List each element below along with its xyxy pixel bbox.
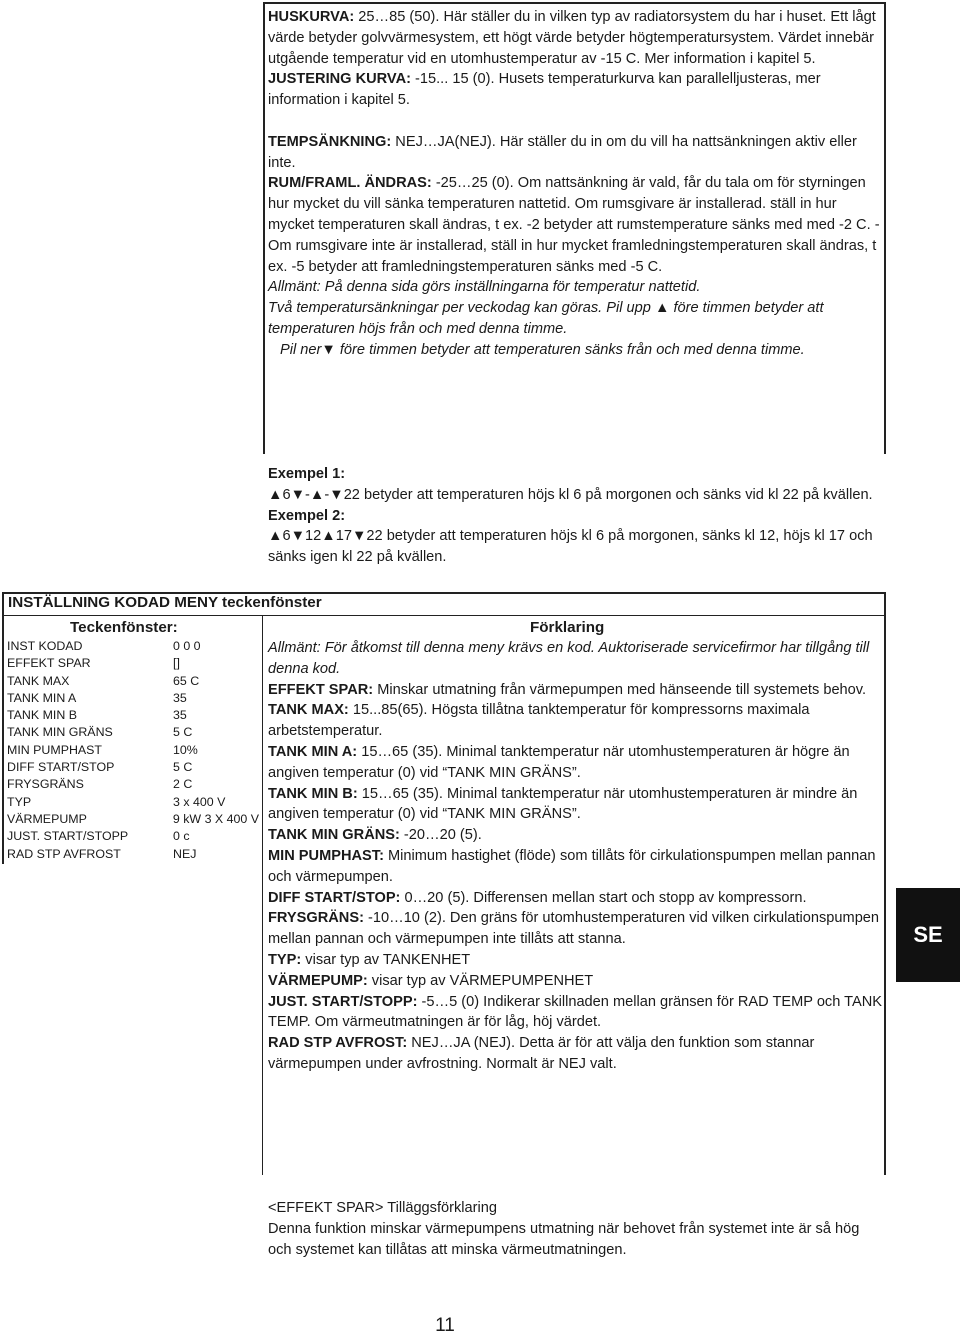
text-run: före timmen betyder att temperaturen höjs från och med denna timme. xyxy=(268,300,824,337)
text-run: Pil ner xyxy=(280,341,322,358)
code-value: 35 xyxy=(173,690,187,705)
display-code-row xyxy=(7,846,259,863)
arrow-down-icon: ▼ xyxy=(351,528,367,545)
text-run: 15...85(65). Högsta tillåtna tanktemperatur för kompressorns maximala arbetstemperatur. xyxy=(268,702,810,740)
code-name: JUST. START/STOPP xyxy=(7,829,129,844)
upper-box-top-border xyxy=(263,2,886,4)
code-value: 35 xyxy=(173,708,187,723)
term-label: HUSKURVA: xyxy=(268,9,355,25)
page-number: 11 xyxy=(435,1315,455,1336)
text-run: visar typ av VÄRMEPUMPENHET xyxy=(367,972,594,989)
code-value: 9 kW 3 X 400 V xyxy=(172,811,259,826)
arrow-up-icon: ▲ xyxy=(654,300,670,317)
code-value: 5 C xyxy=(173,760,193,775)
code-value: 10% xyxy=(173,742,198,757)
text-run: -20…20 (5). xyxy=(399,827,482,844)
code-value: 3 x 400 V xyxy=(173,794,226,809)
text-run: -15... 15 (0). Husets temperaturkurva kan parallelljusteras, mer information i kapitel 5. xyxy=(268,71,821,109)
code-value: 2 C xyxy=(173,777,193,792)
table-title: INSTÄLLNING KODAD MENY teckenfönster xyxy=(8,594,322,611)
display-code-row xyxy=(7,724,259,741)
example-2-text xyxy=(268,526,884,568)
table-right-border xyxy=(884,592,886,1175)
code-value: 0 0 0 xyxy=(173,639,201,653)
arrow-up-icon: ▲ xyxy=(321,528,336,545)
code-value: 5 C xyxy=(173,725,193,740)
display-code-list xyxy=(7,638,259,863)
term-label: RUM/FRAML. ÄNDRAS: xyxy=(268,175,432,192)
text-run: 15…65 (35). Minimal tanktemperatur när utomhustemperaturen är mindre än angiven temperatur (0) vid “TANK MIN GRÄNS”. xyxy=(268,785,858,823)
explanation-entry xyxy=(268,742,884,784)
term-label: Exempel 2: xyxy=(268,507,346,524)
example-1-heading xyxy=(268,464,884,485)
display-code-row xyxy=(7,638,259,655)
code-name: TANK MIN A xyxy=(7,690,77,705)
text-run: 15…65 (35). Minimal tanktemperatur när utomhustemperaturen är högre än angiven temperatur (0) vid “TANK MIN GRÄNS”. xyxy=(268,743,850,781)
text-run: -25…25 (0). Om nattsänkning är vald, får du tala om för styrningen hur mycket du vill sänka temperaturen nattetid. Om rumsgivare är installerad. ställ in hur mycket temperaturen skall ändras, t ex. -2 betyder att rumstemperature sänks med med -2 C. - Om rumsgivare inte är installerad, ställ in hur mycket framledningstemperaturen skall ändras, t ex. -5 betyder att framledningstemperaturen sänks med -5 C. xyxy=(268,175,880,275)
code-name: VÄRMEPUMP xyxy=(7,811,87,826)
code-name: EFFEKT SPAR xyxy=(7,656,91,671)
text-run: - xyxy=(305,486,310,503)
text-run: 25…85 (50). Här ställer du in vilken typ av radiatorsystem du har i huset. Ett lågt värde betyder golvvärmesystem, ett högt värde betyder högtemperatursystem. Värdet innebär utgående temperatur vid en utomhustemperatur av -15 C. Mer information i kapitel 5. xyxy=(268,9,876,67)
arrow-up-note xyxy=(268,298,884,340)
arrow-down-icon: ▼ xyxy=(321,341,336,358)
code-name: INST KODAD xyxy=(7,639,83,653)
text-run: 12 xyxy=(305,528,322,545)
supplementary-explanation xyxy=(268,1198,884,1260)
arrow-up-icon: ▲ xyxy=(309,486,325,503)
text-run: 0…20 (5). Differensen mellan start och stopp av kompressorn. xyxy=(400,889,807,906)
tempsankning-paragraph xyxy=(268,132,884,174)
text-run: 6 xyxy=(282,486,291,503)
code-value: NEJ xyxy=(173,846,197,861)
code-name: FRYSGRÄNS xyxy=(7,777,84,792)
term-label: JUST. START/STOPP: xyxy=(268,993,418,1010)
upper-box-right-border xyxy=(884,2,886,454)
example-1-text xyxy=(268,485,884,506)
table-header-divider xyxy=(2,615,886,616)
code-value: [] xyxy=(173,656,180,671)
explanation-entry xyxy=(268,992,884,1034)
display-code-row xyxy=(7,673,259,690)
term-label: TANK MIN A: xyxy=(268,743,358,760)
upper-text-block xyxy=(268,7,884,361)
term-label: TANK MIN GRÄNS: xyxy=(268,827,400,844)
explanation-entry xyxy=(268,950,884,971)
text-run: 6 xyxy=(282,528,291,545)
explanation-entry xyxy=(268,700,884,742)
text-run: Minskar utmatning från värmepumpen med hänseende till systemets behov. xyxy=(373,681,867,698)
display-column-header: Teckenfönster: xyxy=(70,619,178,636)
text-run: NEJ…JA(NEJ). Här ställer du in om du vill ha nattsänkningen aktiv eller inte. xyxy=(268,133,857,171)
code-value: 0 c xyxy=(173,829,190,844)
display-code-row xyxy=(7,828,259,845)
explanation-column-header: Förklaring xyxy=(530,619,605,636)
explanation-entry xyxy=(268,908,884,950)
explanation-entry xyxy=(268,638,884,680)
arrow-down-icon: ▼ xyxy=(290,528,306,545)
table-column-divider xyxy=(262,615,263,1175)
code-value: 65 C xyxy=(173,673,200,688)
rum-framl-paragraph xyxy=(268,173,884,277)
term-label: VÄRMEPUMP: xyxy=(268,972,368,989)
text-run: NEJ…JA (NEJ). Detta är för att välja den funktion som stannar värmepumpen under avfrostning. Normalt är NEJ valt. xyxy=(268,1035,815,1072)
explanation-entry xyxy=(268,825,884,846)
explanation-entry xyxy=(268,680,884,701)
supplementary-text: Denna funktion minskar värmepumpens utmatning när behovet från systemet inte är så hög och systemet kan tillåtas att minska värmeutmatningen. xyxy=(268,1220,860,1258)
display-code-row xyxy=(7,655,259,672)
arrow-down-icon: ▼ xyxy=(329,486,344,503)
display-code-row xyxy=(7,759,259,776)
term-label: TANK MAX: xyxy=(268,702,349,719)
term-label: JUSTERING KURVA: xyxy=(268,71,411,88)
text-run: Allmänt: På denna sida görs inställningarna för temperatur nattetid. xyxy=(268,279,701,296)
table-left-border xyxy=(2,592,4,864)
term-label: Exempel 1: xyxy=(268,466,346,482)
text-run: före timmen betyder att temperaturen sänks från och med denna timme. xyxy=(335,341,805,358)
text-run: 22 betyder att temperaturen höjs kl 6 på morgonen, sänks kl 12, höjs kl 17 och sänks igen kl 22 på kvällen. xyxy=(268,528,873,566)
display-code-row xyxy=(7,742,259,759)
text-run: - xyxy=(324,486,330,503)
example-2-heading xyxy=(268,506,884,527)
supplementary-title: <EFFEKT SPAR> Tilläggsförklaring xyxy=(268,1200,497,1216)
term-label: EFFEKT SPAR: xyxy=(268,681,374,698)
term-label: FRYSGRÄNS: xyxy=(268,910,364,927)
display-code-row xyxy=(7,794,259,811)
text-run: Allmänt: För åtkomst till denna meny krävs en kod. Auktoriserade servicefirmor har tillgång till denna kod. xyxy=(268,640,870,677)
arrow-up-icon: ▲ xyxy=(268,528,283,545)
code-name: TYP xyxy=(7,794,32,809)
examples-block xyxy=(268,464,884,568)
display-code-row xyxy=(7,707,259,724)
code-name: MIN PUMPHAST xyxy=(7,742,102,757)
arrow-up-icon: ▲ xyxy=(268,486,283,503)
language-badge: SE xyxy=(896,888,960,982)
code-name: RAD STP AVFROST xyxy=(7,846,121,861)
code-name: DIFF START/STOP xyxy=(7,760,115,775)
code-name: TANK MIN GRÄNS xyxy=(7,725,113,740)
term-label: DIFF START/STOP: xyxy=(268,889,401,906)
text-run: visar typ av TANKENHET xyxy=(301,951,471,968)
term-label: RAD STP AVFROST: xyxy=(268,1035,408,1052)
explanation-entry xyxy=(268,888,884,909)
explanation-entry xyxy=(268,971,884,992)
text-run: 17 xyxy=(335,528,352,545)
display-code-row xyxy=(7,776,259,793)
display-code-row xyxy=(7,690,259,707)
term-label: TANK MIN B: xyxy=(268,785,358,802)
general-note xyxy=(268,277,884,298)
explanation-list xyxy=(268,638,884,1075)
arrow-down-note xyxy=(268,340,884,361)
text-run: Minimum hastighet (flöde) som tillåts för cirkulationspumpen mellan pannan och värmepumpen. xyxy=(268,847,876,885)
text-run: -10…10 (2). Den gräns för utomhustemperaturen vid vilken cirkulationspumpen mellan pannan och värmepumpen inte tillåts att stanna. xyxy=(268,910,880,948)
text-run: -5…5 (0) Indikerar skillnaden mellan gränsen för RAD TEMP och TANK TEMP. Om värmeutmatningen är för låg, höj värdet. xyxy=(268,993,882,1031)
explanation-entry xyxy=(268,784,884,826)
term-label: MIN PUMPHAST: xyxy=(268,847,384,864)
term-label: TYP: xyxy=(268,951,302,968)
arrow-down-icon: ▼ xyxy=(290,486,306,503)
explanation-entry xyxy=(268,846,884,888)
justering-kurva-paragraph xyxy=(268,69,884,111)
upper-box-left-border xyxy=(263,2,265,454)
code-name: TANK MAX xyxy=(7,673,70,688)
text-run: Två temperatursänkningar per veckodag kan göras. Pil upp xyxy=(268,300,655,317)
huskurva-paragraph xyxy=(268,7,884,69)
code-name: TANK MIN B xyxy=(7,708,77,723)
text-run: 22 betyder att temperaturen höjs kl 6 på morgonen och sänks vid kl 22 på kvällen. xyxy=(343,486,873,503)
explanation-entry xyxy=(268,1033,884,1075)
term-label: TEMPSÄNKNING: xyxy=(268,133,392,150)
display-code-row xyxy=(7,811,259,828)
